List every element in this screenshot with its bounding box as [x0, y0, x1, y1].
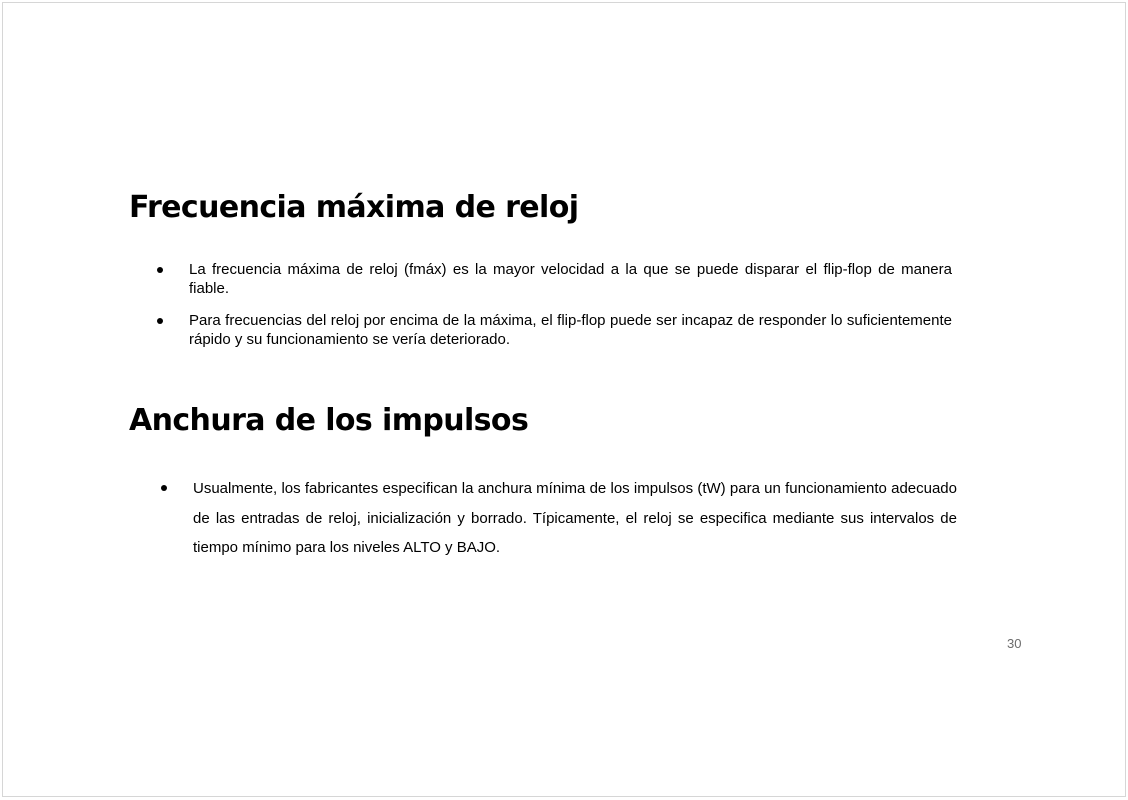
bullet-dot-icon [161, 485, 167, 491]
section-heading-pulse-width: Anchura de los impulsos [129, 403, 529, 438]
bullet-text: Para frecuencias del reloj por encima de la máxima, el flip-flop puede ser incapaz de responder lo suficientemente rápido y su funcionamiento se vería deteriorado. [189, 312, 952, 348]
bullet-dot-icon [157, 267, 163, 273]
list-item [161, 474, 957, 563]
bullet-text: La frecuencia máxima de reloj (fmáx) es la mayor velocidad a la que se puede disparar el flip-flop de manera fiable. [189, 261, 952, 297]
page-number: 30 [1007, 636, 1022, 651]
bullet-text: Usualmente, los fabricantes especifican la anchura mínima de los impulsos (tW) para un funcionamiento adecuado de las entradas de reloj, inicialización y borrado. Típicamente, el reloj se especifica mediante sus intervalos de tiempo mínimo para los niveles ALTO y BAJO. [193, 480, 957, 556]
bullet-list-pulse-width [161, 474, 957, 563]
section-heading-max-clock-frequency: Frecuencia máxima de reloj [129, 190, 579, 225]
bullet-dot-icon [157, 318, 163, 324]
list-item [157, 260, 952, 298]
slide [2, 2, 1126, 797]
bullet-list-max-clock-frequency [157, 260, 952, 362]
list-item [157, 311, 952, 349]
